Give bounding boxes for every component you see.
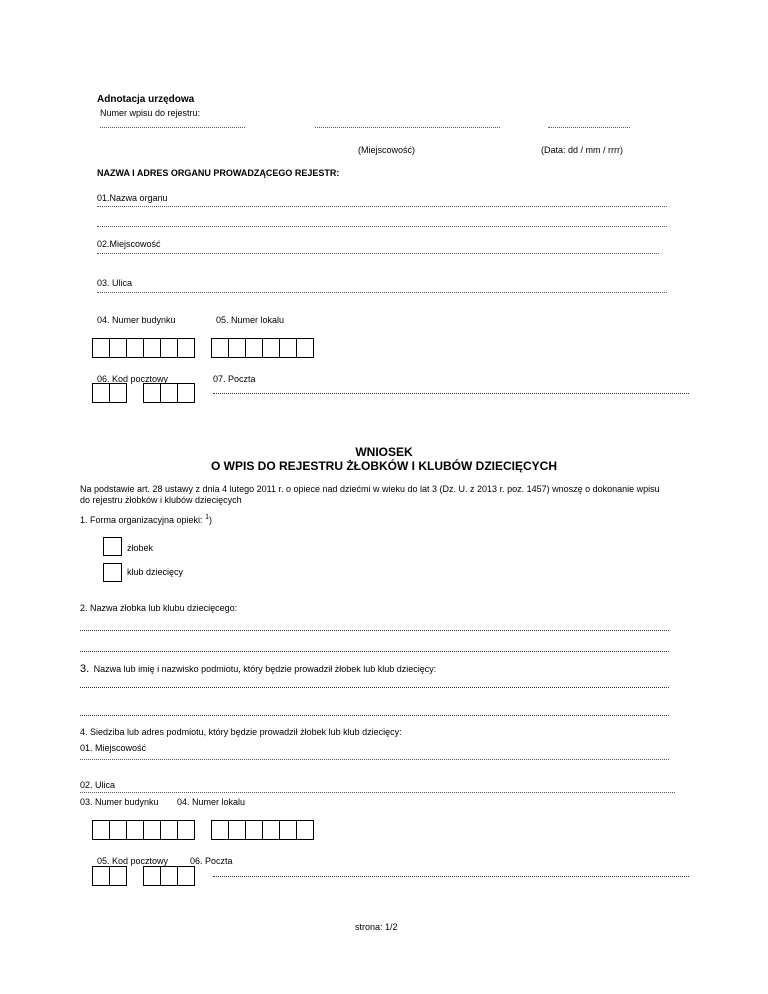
q2-field-1[interactable] xyxy=(80,630,669,631)
q4-label: 4. Siedziba lub adres podmiotu, który będzie prowadził żłobek lub klub dziecięcy: xyxy=(80,727,402,737)
organ-postcode-boxes-b[interactable] xyxy=(143,383,195,403)
intro-line-2: do rejestru żłobków i klubów dziecięcych xyxy=(80,495,242,505)
seat-post-office-label: 06. Poczta xyxy=(190,856,233,866)
klub-label: klub dziecięcy xyxy=(127,567,184,577)
seat-postcode-label: 05. Kod pocztowy xyxy=(97,856,169,866)
application-title: WNIOSEK xyxy=(355,445,413,459)
zlobek-label: żłobek xyxy=(127,543,154,553)
application-subtitle: O WPIS DO REJESTRU ŻŁOBKÓW I KLUBÓW DZIECIĘCYCH xyxy=(210,459,557,473)
organ-city-label: 02.Miejscowość xyxy=(97,239,161,249)
organ-building-boxes[interactable] xyxy=(92,338,195,358)
intro-line-1: Na podstawie art. 28 ustawy z dnia 4 lutego 2011 r. o opiece nad dziećmi w wieku do lat 3 (Dz. U. z 2013 r. poz. 1457) wnoszę o dokonanie wpisu xyxy=(80,484,660,494)
seat-unit-label: 04. Numer lokalu xyxy=(177,797,246,807)
organ-city-field[interactable] xyxy=(97,253,659,254)
q3-field-1[interactable] xyxy=(80,687,669,688)
q2-field-2[interactable] xyxy=(80,651,669,652)
organ-post-office-field[interactable] xyxy=(213,393,689,394)
seat-postcode-boxes-b[interactable] xyxy=(143,866,195,886)
seat-post-office-field[interactable] xyxy=(213,876,689,877)
q1-label: 1. Forma organizacyjna opieki: $^1$) xyxy=(80,514,212,525)
organ-building-label: 04. Numer budynku xyxy=(97,315,176,325)
organ-postcode-boxes-a[interactable] xyxy=(92,383,127,403)
place-field[interactable] xyxy=(315,127,500,128)
annotation-label: Adnotacja urzędowa xyxy=(97,94,195,105)
seat-city-field[interactable] xyxy=(80,759,669,760)
q3-label: 3. Nazwa lub imię i nazwisko podmiotu, który będzie prowadził żłobek lub klub dziecięcy: xyxy=(80,663,437,675)
organ-street-field[interactable] xyxy=(97,292,667,293)
organ-postcode-label: 06. Kod pocztowy xyxy=(97,374,169,384)
organ-heading: NAZWA I ADRES ORGANU PROWADZĄCEGO REJESTR: xyxy=(97,168,340,178)
seat-building-boxes[interactable] xyxy=(92,820,195,840)
organ-name-field-2[interactable] xyxy=(97,226,667,227)
place-caption: (Miejscowość) xyxy=(358,145,416,155)
seat-street-label: 02. Ulica xyxy=(80,780,116,790)
organ-street-label: 03. Ulica xyxy=(97,278,133,288)
registry-number-field[interactable] xyxy=(100,127,245,128)
q3-field-2[interactable] xyxy=(80,715,669,716)
seat-building-label: 03. Numer budynku xyxy=(80,797,159,807)
date-caption: (Data: dd / mm / rrrr) xyxy=(541,145,624,155)
seat-postcode-boxes-a[interactable] xyxy=(92,866,127,886)
organ-unit-label: 05. Numer lokalu xyxy=(216,315,285,325)
organ-unit-boxes[interactable] xyxy=(211,338,314,358)
organ-name-field-1[interactable] xyxy=(97,206,667,207)
registry-number-label: Numer wpisu do rejestru: xyxy=(100,108,201,118)
q2-label: 2. Nazwa żłobka lub klubu dziecięcego: xyxy=(80,603,238,613)
page-number: strona: 1/2 xyxy=(355,922,398,932)
organ-post-office-label: 07. Poczta xyxy=(213,374,256,384)
zlobek-checkbox[interactable] xyxy=(103,537,122,556)
organ-name-label: 01.Nazwa organu xyxy=(97,193,168,203)
seat-street-field[interactable] xyxy=(80,792,675,793)
klub-checkbox[interactable] xyxy=(103,563,122,582)
date-field[interactable] xyxy=(548,127,630,128)
seat-city-label: 01. Miejscowość xyxy=(80,743,147,753)
seat-unit-boxes[interactable] xyxy=(211,820,314,840)
